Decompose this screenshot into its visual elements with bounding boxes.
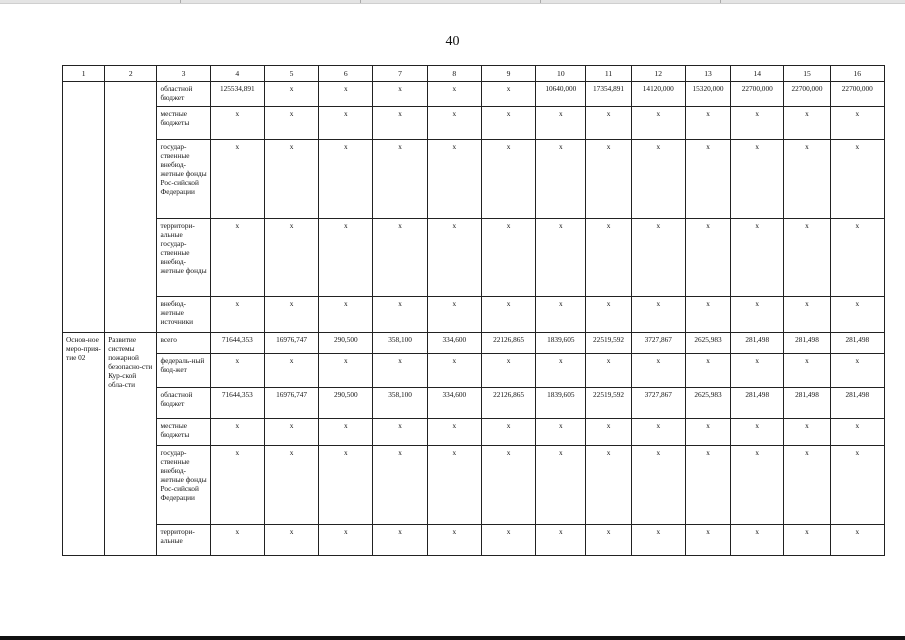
column-header: 2 (105, 66, 157, 82)
value-cell: x (830, 107, 884, 140)
funding-source-cell: внебюд-жетные источники (157, 297, 210, 333)
value-cell: 22519,592 (586, 333, 631, 354)
value-cell: x (210, 525, 264, 556)
value-cell: 22519,592 (586, 388, 631, 419)
funding-source-cell: государ-ственные внебюд-жетные фонды Рос-сийской Федерации (157, 446, 210, 525)
value-cell: 14120,000 (631, 82, 685, 107)
top-scan-border (0, 0, 905, 4)
value-cell: x (427, 525, 481, 556)
value-cell: x (210, 419, 264, 446)
value-cell: x (536, 525, 586, 556)
funding-source-cell: федераль-ный бюд-жет (157, 354, 210, 388)
value-cell: x (586, 525, 631, 556)
value-cell: 2625,983 (685, 333, 730, 354)
value-cell: 2625,983 (685, 388, 730, 419)
funding-source-cell: областной бюджет (157, 388, 210, 419)
value-cell: x (731, 525, 784, 556)
value-cell: x (319, 140, 373, 219)
column-header: 15 (784, 66, 830, 82)
value-cell: x (685, 525, 730, 556)
value-cell: 290,500 (319, 333, 373, 354)
value-cell: x (731, 140, 784, 219)
value-cell: x (586, 107, 631, 140)
table-row (63, 140, 885, 219)
value-cell: x (264, 140, 318, 219)
value-cell: 71644,353 (210, 333, 264, 354)
value-cell: x (264, 419, 318, 446)
value-cell: x (481, 525, 535, 556)
value-cell: x (427, 297, 481, 333)
table-row (63, 297, 885, 333)
value-cell: 125534,891 (210, 82, 264, 107)
value-cell: 22126,865 (481, 333, 535, 354)
funding-source-cell: всего (157, 333, 210, 354)
value-cell: x (427, 219, 481, 297)
value-cell: x (210, 297, 264, 333)
value-cell: x (536, 219, 586, 297)
border-tick (180, 0, 181, 3)
value-cell: x (264, 446, 318, 525)
value-cell: x (264, 107, 318, 140)
value-cell: x (210, 446, 264, 525)
value-cell: 1839,605 (536, 333, 586, 354)
value-cell: x (373, 140, 427, 219)
value-cell: 281,498 (830, 388, 884, 419)
value-cell: 22700,000 (830, 82, 884, 107)
value-cell: x (784, 140, 830, 219)
value-cell: x (373, 107, 427, 140)
value-cell: x (481, 419, 535, 446)
table-row (63, 219, 885, 297)
value-cell: x (631, 419, 685, 446)
value-cell: x (210, 140, 264, 219)
event-name-cell: Основ-ное меро-прия-тие 02 (63, 333, 105, 556)
value-cell: x (427, 446, 481, 525)
column-header: 6 (319, 66, 373, 82)
value-cell: 281,498 (830, 333, 884, 354)
value-cell: x (481, 140, 535, 219)
value-cell: x (319, 446, 373, 525)
value-cell: x (373, 82, 427, 107)
value-cell: x (536, 107, 586, 140)
value-cell: x (784, 354, 830, 388)
value-cell: x (481, 107, 535, 140)
column-header: 16 (830, 66, 884, 82)
table-row (63, 388, 885, 419)
value-cell: x (731, 107, 784, 140)
value-cell: x (631, 446, 685, 525)
value-cell: x (731, 297, 784, 333)
value-cell: x (210, 354, 264, 388)
value-cell: x (319, 107, 373, 140)
value-cell: x (536, 354, 586, 388)
funding-source-cell: территори-альные государ-ственные внебюд-жетные фонды (157, 219, 210, 297)
value-cell: x (685, 107, 730, 140)
value-cell: x (830, 354, 884, 388)
table-row (63, 354, 885, 388)
value-cell: 358,100 (373, 333, 427, 354)
value-cell: 358,100 (373, 388, 427, 419)
value-cell: x (830, 297, 884, 333)
funding-source-cell: областной бюджет (157, 82, 210, 107)
value-cell: x (427, 419, 481, 446)
column-header: 9 (481, 66, 535, 82)
value-cell: x (830, 140, 884, 219)
value-cell: 290,500 (319, 388, 373, 419)
table-row (63, 107, 885, 140)
program-name-cell: Развитие системы пожарной безопасно-сти Кур-ской обла-сти (105, 333, 157, 556)
column-number-row (63, 66, 885, 82)
value-cell: x (830, 525, 884, 556)
value-cell: x (784, 107, 830, 140)
value-cell: x (830, 219, 884, 297)
value-cell: x (427, 82, 481, 107)
value-cell: x (210, 107, 264, 140)
value-cell: 281,498 (731, 333, 784, 354)
value-cell: x (685, 140, 730, 219)
value-cell: x (264, 297, 318, 333)
value-cell: 15320,000 (685, 82, 730, 107)
value-cell: x (784, 297, 830, 333)
funding-source-cell: территори-альные (157, 525, 210, 556)
column-header: 11 (586, 66, 631, 82)
budget-table (62, 65, 885, 556)
value-cell: 22700,000 (784, 82, 830, 107)
value-cell: 22126,865 (481, 388, 535, 419)
value-cell: x (427, 107, 481, 140)
table-row (63, 446, 885, 525)
column-header: 10 (536, 66, 586, 82)
column-header: 13 (685, 66, 730, 82)
value-cell: x (685, 419, 730, 446)
bottom-scan-border (0, 636, 905, 640)
value-cell: x (631, 297, 685, 333)
value-cell: x (784, 419, 830, 446)
funding-source-cell: государ-ственные внебюд-жетные фонды Рос-сийской Федерации (157, 140, 210, 219)
value-cell: 281,498 (784, 333, 830, 354)
value-cell: 71644,353 (210, 388, 264, 419)
value-cell: x (373, 446, 427, 525)
value-cell: x (731, 419, 784, 446)
value-cell: x (685, 354, 730, 388)
value-cell: x (481, 354, 535, 388)
value-cell: x (631, 354, 685, 388)
value-cell: x (536, 446, 586, 525)
value-cell: x (685, 297, 730, 333)
value-cell: x (264, 219, 318, 297)
value-cell: x (264, 82, 318, 107)
value-cell: x (427, 140, 481, 219)
value-cell: 334,600 (427, 388, 481, 419)
value-cell: x (481, 297, 535, 333)
funding-source-cell: местные бюджеты (157, 107, 210, 140)
value-cell: x (784, 446, 830, 525)
value-cell: 16976,747 (264, 333, 318, 354)
value-cell: x (586, 140, 631, 219)
value-cell: x (427, 354, 481, 388)
value-cell: 334,600 (427, 333, 481, 354)
value-cell: 10640,000 (536, 82, 586, 107)
table-row (63, 525, 885, 556)
value-cell: x (586, 297, 631, 333)
column-header: 14 (731, 66, 784, 82)
value-cell: 3727,867 (631, 388, 685, 419)
value-cell: x (631, 140, 685, 219)
value-cell: x (784, 525, 830, 556)
value-cell: x (685, 446, 730, 525)
value-cell: x (586, 446, 631, 525)
value-cell: x (536, 297, 586, 333)
value-cell: x (373, 525, 427, 556)
column-header: 7 (373, 66, 427, 82)
value-cell: 281,498 (731, 388, 784, 419)
value-cell: 281,498 (784, 388, 830, 419)
value-cell: x (731, 219, 784, 297)
value-cell: 22700,000 (731, 82, 784, 107)
value-cell: x (830, 419, 884, 446)
value-cell: x (536, 140, 586, 219)
column-header: 3 (157, 66, 210, 82)
funding-source-cell: местные бюджеты (157, 419, 210, 446)
value-cell: x (319, 525, 373, 556)
value-cell: x (631, 107, 685, 140)
value-cell: x (784, 219, 830, 297)
value-cell: x (319, 419, 373, 446)
value-cell: x (481, 82, 535, 107)
column-header: 5 (264, 66, 318, 82)
border-tick (540, 0, 541, 3)
value-cell: x (586, 419, 631, 446)
value-cell: x (631, 219, 685, 297)
value-cell: x (586, 219, 631, 297)
value-cell: x (319, 297, 373, 333)
column-header: 4 (210, 66, 264, 82)
column-header: 12 (631, 66, 685, 82)
value-cell: x (373, 354, 427, 388)
value-cell: x (586, 354, 631, 388)
value-cell: x (264, 525, 318, 556)
value-cell: x (731, 354, 784, 388)
value-cell: x (536, 419, 586, 446)
column-header: 8 (427, 66, 481, 82)
program-name-cell (105, 82, 157, 333)
value-cell: x (373, 219, 427, 297)
value-cell: x (210, 219, 264, 297)
value-cell: 1839,605 (536, 388, 586, 419)
column-header: 1 (63, 66, 105, 82)
border-tick (360, 0, 361, 3)
value-cell: x (481, 219, 535, 297)
value-cell: x (631, 525, 685, 556)
value-cell: x (685, 219, 730, 297)
value-cell: x (731, 446, 784, 525)
table-row (63, 419, 885, 446)
value-cell: x (373, 297, 427, 333)
value-cell: x (481, 446, 535, 525)
value-cell: x (830, 446, 884, 525)
table-row (63, 333, 885, 354)
value-cell: x (373, 419, 427, 446)
event-name-cell (63, 82, 105, 333)
value-cell: 17354,891 (586, 82, 631, 107)
border-tick (720, 0, 721, 3)
value-cell: x (319, 354, 373, 388)
value-cell: 3727,867 (631, 333, 685, 354)
value-cell: x (319, 219, 373, 297)
value-cell: x (319, 82, 373, 107)
value-cell: 16976,747 (264, 388, 318, 419)
value-cell: x (264, 354, 318, 388)
table-body (63, 82, 885, 556)
table-row (63, 82, 885, 107)
page-number: 40 (445, 34, 460, 49)
